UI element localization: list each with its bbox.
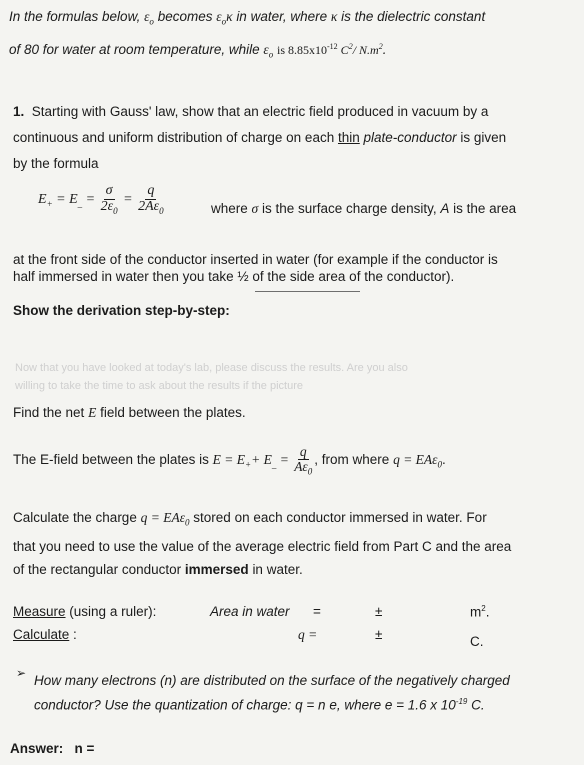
question-1-line-1: 1. Starting with Gauss' law, show that an electric field produced in vacuum by a — [13, 104, 489, 119]
calculate-charge-line-1: Calculate the charge q = EAε$_0$ stored on each conductor immersed in water. For — [13, 510, 487, 528]
area-unit: $m^2$. — [470, 604, 490, 620]
question-1-line-2: continuous and uniform distribution of charge on each thin plate-conductor is given — [13, 130, 507, 145]
efield-fraction: $\frac{q}{A\varepsilon_0}$ — [294, 444, 313, 477]
calculate-label: Calculate : — [13, 627, 77, 642]
area-in-water-label: Area in water — [210, 604, 290, 619]
question-1-line-3: by the formula — [13, 156, 99, 171]
answer-label: Answer: n = — [10, 741, 95, 756]
epsilon-symbol: $\varepsilon_o$ — [144, 9, 154, 27]
electrons-question-line-1: How many electrons (n) are distributed on the surface of the negatively charged — [34, 673, 510, 688]
bleed-through-text-1: Now that you have looked at today's lab, please discuss the results. Are you also — [15, 362, 408, 374]
intro-line-1: In the formulas below, $\varepsilon_o$ becomes $\varepsilon_o\kappa$ in water, where κ is the dielectric constant — [9, 9, 486, 27]
calculate-charge-line-3: of the rectangular conductor immersed in water. — [13, 562, 303, 577]
intro-line-2: of 80 for water at room temperature, while $\varepsilon_o$ is $8.85x10^{-12}$ $C^2/$ $N.m^2$. — [9, 42, 387, 60]
bullet-arrow-icon: ➢ — [16, 666, 27, 680]
charge-equals: q = — [298, 627, 318, 642]
area-plus-minus: ± — [375, 604, 383, 619]
formula-where-text: where σ is the surface charge density, A is the area — [211, 201, 517, 216]
bleed-through-text-2: willing to take the time to ask about the results if the picture — [15, 380, 303, 392]
pencil-underline — [255, 291, 360, 292]
charge-fraction: $\frac{q}{2A\varepsilon_0}$ — [138, 183, 164, 216]
charge-unit: C. — [470, 634, 484, 649]
efield-expression: The E-field between the plates is $E = E_++ E_{\_}$ = $\frac{q}{A\varepsilon_0}$ , from where q = EAε$_0$. — [13, 444, 446, 477]
sigma-fraction: $\frac{\sigma}{2\varepsilon_0}$ — [100, 183, 118, 216]
calculate-charge-line-2: that you need to use the value of the average electric field from Part C and the area — [13, 539, 512, 554]
net-field-instruction: Find the net E field between the plates. — [13, 405, 246, 420]
charge-plus-minus: ± — [375, 627, 383, 642]
electrons-question-line-2: conductor? Use the quantization of charge: q = n e, where e = 1.6 x $10^{-19}$ C. — [34, 697, 485, 713]
derivation-heading: Show the derivation step-by-step: — [13, 303, 230, 318]
area-equals: = — [313, 604, 321, 619]
measure-label: Measure (using a ruler): — [13, 604, 157, 619]
question-1-line-6: half immersed in water then you take ½ of the side area of the conductor). — [13, 269, 455, 284]
field-formula: $E_+ = E_{\_}$ = $\frac{\sigma}{2\varepsilon_0}$ = $\frac{q}{2A\varepsilon_0}$ — [38, 183, 164, 216]
question-1-line-5: at the front side of the conductor inserted in water (for example if the conductor is — [13, 252, 498, 267]
